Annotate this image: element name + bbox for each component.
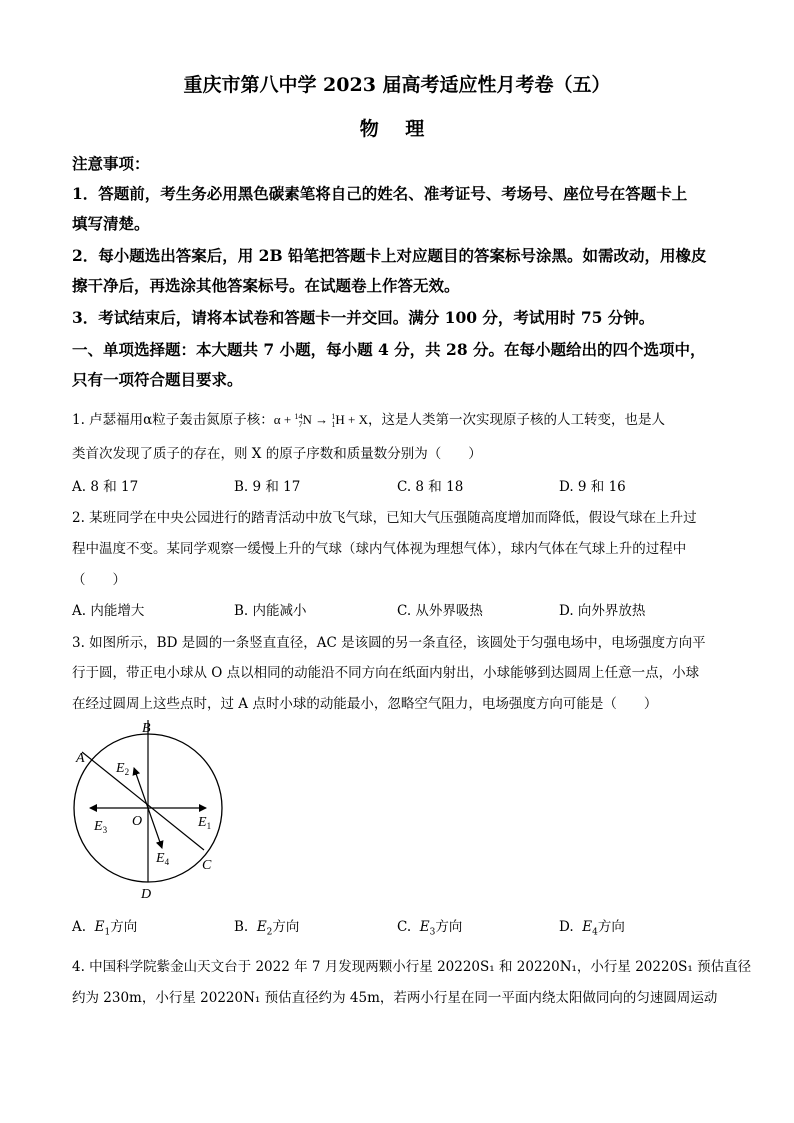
point-label-d: D xyxy=(141,887,152,902)
subject-title: 物 理 xyxy=(359,118,435,140)
point-label-c: C xyxy=(202,858,212,873)
notice-item-1-line-2: 填写清楚。 xyxy=(72,214,150,233)
notice-item-1-line-1: 1．答题前，考生务必用黑色碳素笔将自己的姓名、准考证号、考场号、座位号在答题卡上 xyxy=(72,184,688,203)
point-label-a: A xyxy=(76,751,85,766)
field-label-e4: $E_4$ xyxy=(156,851,170,867)
question-2-option-b: B. 内能减小 xyxy=(234,603,307,619)
question-2-line-3: （ ） xyxy=(72,572,126,588)
section-heading-line-1: 一、单项选择题：本大题共 7 小题，每小题 4 分，共 28 分。在每小题给出的四个选项中， xyxy=(72,340,706,359)
notice-item-3: 3．考试结束后，请将本试卷和答题卡一并交回。满分 100 分，考试用时 75 分钟。 xyxy=(72,308,655,327)
question-1-option-d: D. 9 和 16 xyxy=(559,479,626,495)
diameter-ac xyxy=(82,752,204,850)
question-2-option-a: A. 内能增大 xyxy=(72,603,145,619)
question-3-option-b: B. $E_2$方向 xyxy=(234,919,300,938)
question-2-option-c: C. 从外界吸热 xyxy=(397,603,483,619)
question-1-prefix: 1. 卢瑟福用α粒子轰击氮原子核： xyxy=(72,412,274,428)
question-1-line-2: 类首次发现了质子的存在，则 X 的原子序数和质量数分别为（ ） xyxy=(72,446,482,462)
point-label-o: O xyxy=(132,814,143,829)
section-heading-line-2: 只有一项符合题目要求。 xyxy=(72,370,243,389)
question-4-line-2: 约为 230m，小行星 20220N₁ 预估直径约为 45m，若两小行星在同一平面内绕太阳做同向的匀速圆周运动 xyxy=(72,990,718,1006)
circle-field-diagram xyxy=(60,712,240,912)
field-label-e2: $E_2$ xyxy=(116,761,130,777)
question-1-option-c: C. 8 和 18 xyxy=(397,479,464,495)
question-3-option-c: C. $E_3$方向 xyxy=(397,919,463,938)
question-3-line-3: 在经过圆周上这些点时，过 A 点时小球的动能最小，忽略空气阻力，电场强度方向可能是（ ） xyxy=(72,696,658,712)
question-1-suffix: ，这是人类第一次实现原子核的人工转变，也是人 xyxy=(367,412,665,428)
question-3-option-a: A. $E_1$方向 xyxy=(72,919,138,938)
nuclear-reaction-formula: α + 14 7 N → 1 1 H + X xyxy=(273,412,368,430)
exam-title: 重庆市第八中学 2023 届高考适应性月考卷（五） xyxy=(183,74,611,96)
notice-item-2-line-2: 擦干净后，再选涂其他答案标号。在试题卷上作答无效。 xyxy=(72,276,460,295)
question-2-line-2: 程中温度不变。某同学观察一缓慢上升的气球（球内气体视为理想气体），球内气体在气球上升的过程中 xyxy=(72,541,687,557)
question-2-option-d: D. 向外界放热 xyxy=(559,603,646,619)
notice-item-2-line-1: 2．每小题选出答案后，用 2B 铅笔把答题卡上对应题目的答案标号涂黑。如需改动，用橡皮 xyxy=(72,246,707,265)
question-4-line-1: 4. 中国科学院紫金山天文台于 2022 年 7 月发现两颗小行星 20220S₁ 和 20220N₁，小行星 20220S₁ 预估直径 xyxy=(72,959,752,975)
question-1-option-a: A. 8 和 17 xyxy=(72,479,139,495)
arrow-e2 xyxy=(134,768,148,808)
notice-heading: 注意事项： xyxy=(72,154,150,173)
question-3-line-1: 3. 如图所示，BD 是圆的一条竖直直径，AC 是该圆的另一条直径，该圆处于匀强电场中，电场强度方向平 xyxy=(72,635,706,651)
question-2-line-1: 2. 某班同学在中央公园进行的踏青活动中放飞气球，已知大气压强随高度增加而降低，假设气球在上升过 xyxy=(72,510,697,526)
field-label-e1: $E_1$ xyxy=(198,815,212,831)
field-label-e3: $E_3$ xyxy=(94,819,108,835)
point-label-b: B xyxy=(142,721,151,736)
question-1-line-1 xyxy=(72,408,732,429)
question-1-option-b: B. 9 和 17 xyxy=(234,479,301,495)
question-3-option-d: D. $E_4$方向 xyxy=(559,919,625,938)
question-3-line-2: 行于圆，带正电小球从 O 点以相同的动能沿不同方向在纸面内射出，小球能够到达圆周上任意一点，小球 xyxy=(72,665,700,681)
